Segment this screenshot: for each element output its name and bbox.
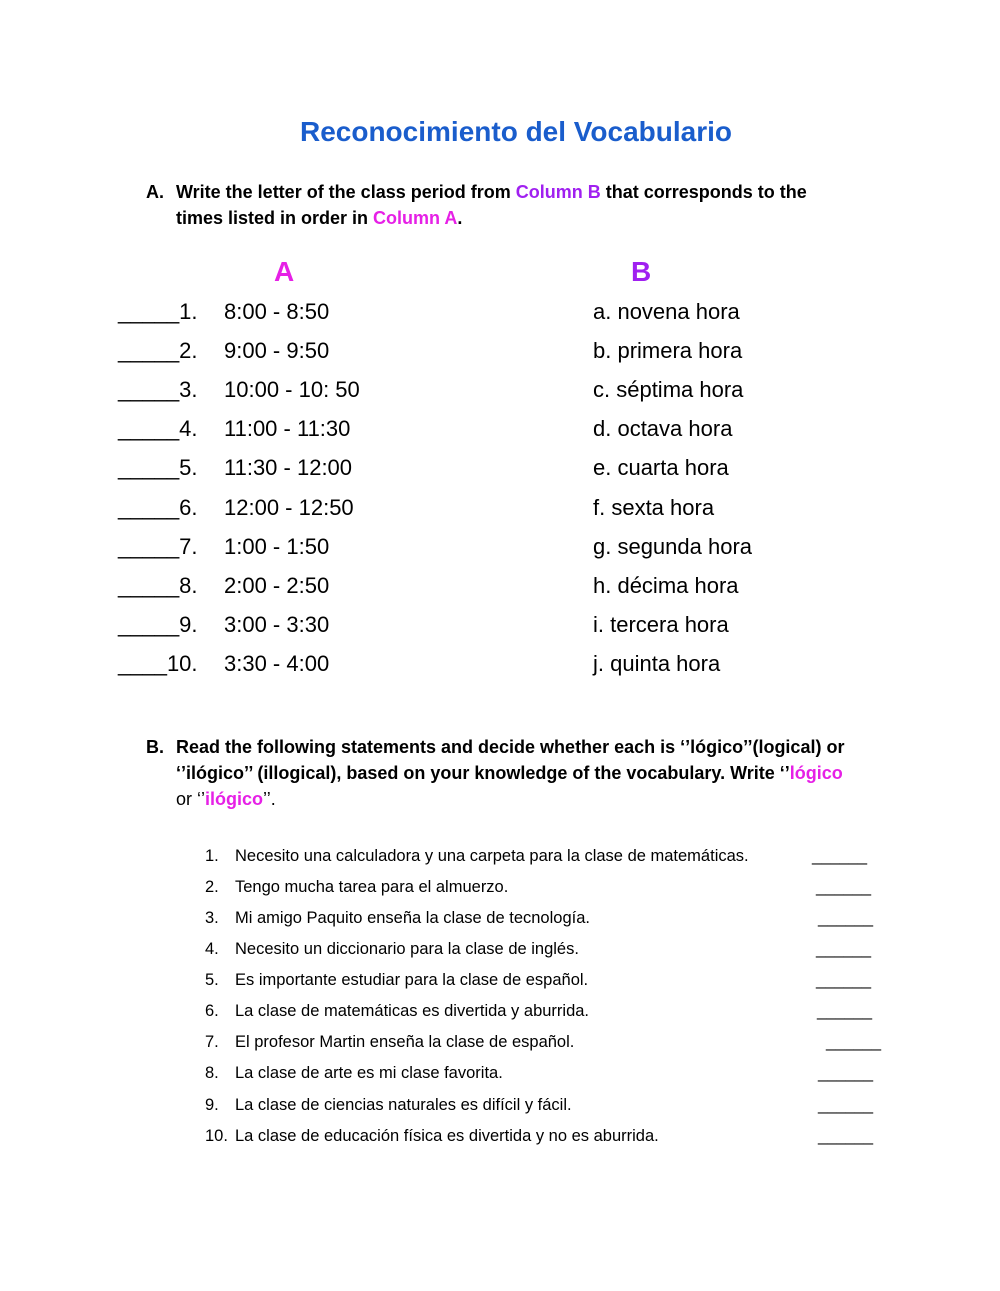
- time-range: 3:30 - 4:00: [224, 651, 330, 676]
- period-option: g. segunda hora: [593, 534, 753, 559]
- statement-text: Es importante estudiar para la clase de español.: [235, 971, 589, 989]
- time-range: 1:00 - 1:50: [224, 534, 330, 559]
- section-b-line-3: or ‘’ilógico’’.: [176, 789, 276, 809]
- section-a-line-2: times listed in order in Column A.: [176, 208, 463, 228]
- time-row: [118, 534, 329, 560]
- period-option: h. décima hora: [593, 573, 739, 598]
- answer-blank-number[interactable]: _____8.: [118, 573, 198, 598]
- time-range: 10:00 - 10: 50: [224, 377, 360, 402]
- period-option: j. quinta hora: [593, 651, 721, 676]
- answer-blank[interactable]: ______: [818, 909, 874, 927]
- section-b-instructions: [146, 734, 946, 812]
- column-a-ref: Column A: [373, 208, 458, 228]
- statement-number: 6.: [205, 1002, 219, 1020]
- statement-row: [205, 876, 885, 898]
- period-option: f. sexta hora: [593, 495, 715, 520]
- time-range: 11:30 - 12:00: [224, 455, 353, 480]
- statement-text: La clase de ciencias naturales es difícil y fácil.: [235, 1096, 572, 1114]
- answer-blank-number[interactable]: _____6.: [118, 495, 198, 520]
- column-a-heading: A: [274, 256, 295, 287]
- statement-text: La clase de arte es mi clase favorita.: [235, 1064, 503, 1082]
- time-range: 9:00 - 9:50: [224, 338, 330, 363]
- answer-blank-number[interactable]: _____1.: [118, 299, 198, 324]
- answer-blank[interactable]: ______: [818, 1096, 874, 1114]
- answer-blank-number[interactable]: _____2.: [118, 338, 198, 363]
- time-range: 11:00 - 11:30: [224, 416, 351, 441]
- section-b-line-2: ‘’ilógico’’ (illogical), based on your knowledge of the vocabulary. Write ‘’lógico: [176, 763, 843, 783]
- statement-text: El profesor Martin enseña la clase de español.: [235, 1033, 575, 1051]
- answer-blank[interactable]: ______: [816, 878, 872, 896]
- statement-row: [205, 1000, 885, 1022]
- period-option: d. octava hora: [593, 416, 733, 441]
- answer-blank[interactable]: ______: [818, 1064, 874, 1082]
- statement-row: [205, 938, 885, 960]
- page-title: Reconocimiento del Vocabulario: [299, 116, 732, 147]
- column-b-ref: Column B: [515, 182, 601, 202]
- answer-blank-number[interactable]: _____5.: [118, 455, 198, 480]
- time-range: 8:00 - 8:50: [224, 299, 330, 324]
- statement-number: 9.: [205, 1096, 219, 1114]
- statement-text: La clase de educación física es divertida y no es aburrida.: [235, 1127, 659, 1145]
- statement-number: 10.: [205, 1127, 228, 1145]
- statement-row: [205, 845, 885, 867]
- statement-number: 3.: [205, 909, 219, 927]
- answer-blank-number[interactable]: ____10.: [118, 651, 198, 676]
- statement-number: 7.: [205, 1033, 219, 1051]
- statement-row: [205, 907, 885, 929]
- statement-row: [205, 969, 885, 991]
- statement-text: Mi amigo Paquito enseña la clase de tecnología.: [235, 909, 590, 927]
- statement-text: La clase de matemáticas es divertida y aburrida.: [235, 1002, 590, 1020]
- period-option: a. novena hora: [593, 299, 740, 324]
- time-row: [118, 495, 354, 521]
- statement-text: Tengo mucha tarea para el almuerzo.: [235, 878, 509, 896]
- section-a-instructions: [146, 179, 936, 231]
- answer-blank-number[interactable]: _____4.: [118, 416, 198, 441]
- ilogico-word: ilógico: [205, 789, 264, 809]
- time-range: 2:00 - 2:50: [224, 573, 330, 598]
- statement-text: Necesito un diccionario para la clase de inglés.: [235, 940, 579, 958]
- logico-word: lógico: [789, 763, 843, 783]
- section-a-label: A.: [146, 182, 164, 202]
- answer-blank[interactable]: ______: [812, 847, 868, 865]
- period-option: i. tercera hora: [593, 612, 729, 637]
- answer-blank-number[interactable]: _____3.: [118, 377, 198, 402]
- statement-text: Necesito una calculadora y una carpeta para la clase de matemáticas.: [235, 847, 749, 865]
- time-row: [118, 573, 329, 599]
- answer-blank[interactable]: ______: [816, 940, 872, 958]
- time-row: [118, 377, 360, 403]
- answer-blank-number[interactable]: _____7.: [118, 534, 198, 559]
- time-row: [118, 612, 329, 638]
- statement-row: [205, 1031, 885, 1053]
- time-row: [118, 455, 352, 481]
- answer-blank[interactable]: ______: [826, 1033, 882, 1051]
- period-option: b. primera hora: [593, 338, 743, 363]
- statement-row: [205, 1094, 885, 1116]
- answer-blank[interactable]: ______: [817, 1002, 873, 1020]
- period-option: c. séptima hora: [593, 377, 744, 402]
- time-row: [118, 416, 350, 442]
- answer-blank-number[interactable]: _____9.: [118, 612, 198, 637]
- section-a-line-1: Write the letter of the class period from Column B that corresponds to the: [176, 182, 807, 202]
- time-range: 12:00 - 12:50: [224, 495, 354, 520]
- time-row: [118, 651, 329, 677]
- time-row: [118, 299, 329, 325]
- time-row: [118, 338, 329, 364]
- answer-blank[interactable]: ______: [818, 1127, 874, 1145]
- section-b-line-1: Read the following statements and decide whether each is ‘’lógico’’(logical) or: [176, 737, 845, 757]
- column-b-heading: B: [631, 256, 652, 287]
- period-option: e. cuarta hora: [593, 455, 729, 480]
- statement-row: [205, 1125, 885, 1147]
- time-range: 3:00 - 3:30: [224, 612, 330, 637]
- statement-number: 1.: [205, 847, 219, 865]
- statement-row: [205, 1062, 885, 1084]
- statement-number: 2.: [205, 878, 219, 896]
- statement-number: 8.: [205, 1064, 219, 1082]
- answer-blank[interactable]: ______: [816, 971, 872, 989]
- section-b-label: B.: [146, 737, 164, 757]
- statement-number: 5.: [205, 971, 219, 989]
- statement-number: 4.: [205, 940, 219, 958]
